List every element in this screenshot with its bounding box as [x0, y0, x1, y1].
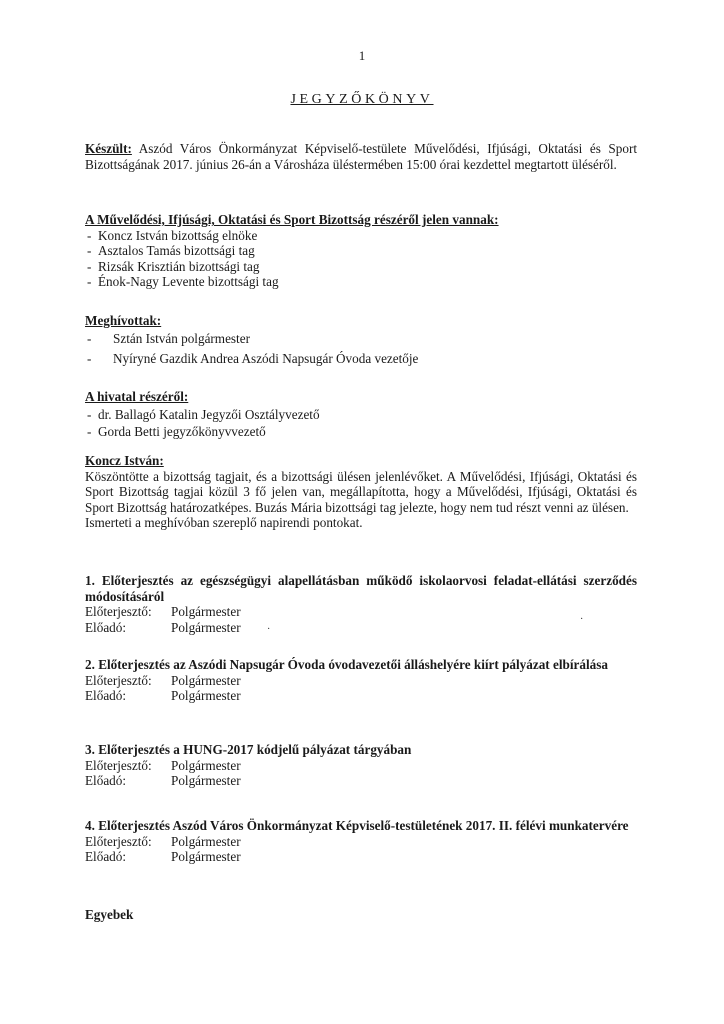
speaker-value: Polgármester [171, 849, 241, 865]
presenter-value: Polgármester [171, 672, 241, 688]
speaker-value: Polgármester [171, 688, 241, 704]
presenter-value: Polgármester [171, 757, 241, 773]
office-list [85, 407, 637, 440]
present-item: - Rizsák Krisztián bizottsági tag [85, 259, 637, 275]
presenter-label: Előterjesztő: [85, 672, 152, 688]
invited-list [85, 331, 637, 367]
agenda-item [85, 573, 637, 635]
speaker-label: Előadó: [85, 849, 127, 865]
intro-paragraph [85, 141, 637, 172]
presenter-value: Polgármester [171, 604, 241, 620]
invited-heading: Meghívottak: [85, 313, 162, 328]
agenda-item [85, 818, 637, 865]
speaker-heading: Koncz István: [85, 453, 164, 468]
present-heading: A Művelődési, Ifjúsági, Oktatási és Sport Bizottság részéről jelen vannak: [85, 212, 499, 227]
office-heading: A hivatal részéről: [85, 389, 189, 404]
agenda-speaker-row [85, 773, 637, 789]
presenter-label: Előterjesztő: [85, 757, 152, 773]
agenda-speaker-row [85, 849, 637, 865]
scan-speck: · [267, 624, 271, 635]
agenda-speaker-row [85, 620, 637, 636]
agenda-presenter-row [85, 758, 637, 774]
speaker-paragraph: Köszöntötte a bizottság tagjait, és a bizottsági ülésen jelenlévőket. A Művelődési, Ifjúsági, Oktatási és Sport Bizottság tagjai közül 3 fő jelen van, megállapította, hogy a Művelődési, Ifjúsági, Oktatási és Sport Bizottság határozatképes. Buzás Mária bizottsági tag jelezte, hogy nem tud részt venni az ülésen. [85, 468, 637, 515]
presenter-value: Polgármester [171, 833, 241, 849]
present-item: - Koncz István bizottság elnöke [85, 228, 637, 244]
presenter-label: Előterjesztő: [85, 833, 152, 849]
presenter-label: Előterjesztő: [85, 604, 152, 620]
speaker-label: Előadó: [85, 619, 127, 635]
agenda-presenter-row [85, 834, 637, 850]
present-list [85, 228, 637, 290]
intro-label: Készült: [85, 141, 132, 156]
agenda-title: 4. Előterjesztés Aszód Város Önkormányzat Képviselő-testületének 2017. II. félévi munkatervére [85, 818, 629, 833]
speaker-section [85, 453, 637, 531]
speaker-label: Előadó: [85, 688, 127, 704]
invited-section [85, 313, 637, 367]
present-item: - Énok-Nagy Levente bizottsági tag [85, 274, 637, 290]
intro-text: Aszód Város Önkormányzat Képviselő-testülete Művelődési, Ifjúsági, Oktatási és Sport Bizottságának 2017. június 26-án a Városháza üléstermében 15:00 órai kezdettel megtartott üléséről. [85, 141, 637, 172]
invited-item: - Sztán István polgármester [85, 331, 637, 347]
agenda-title: 3. Előterjesztés a HUNG-2017 kódjelű pályázat tárgyában [85, 742, 412, 757]
speaker-value: Polgármester [171, 619, 241, 635]
scan-speck: · [580, 614, 584, 625]
agenda-presenter-row [85, 673, 637, 689]
agenda-title: 2. Előterjesztés az Aszódi Napsugár Óvoda óvodavezetői álláshelyére kiírt pályázat elbírálása [85, 657, 608, 672]
present-item: - Asztalos Tamás bizottsági tag [85, 243, 637, 259]
agenda-presenter-row [85, 604, 637, 620]
agenda-title: 1. Előterjesztés az egészségügyi alapellátásban működő iskolaorvosi feladat-ellátási szerződés módosításáról [85, 573, 637, 604]
speaker-line: Ismerteti a meghívóban szereplő napirendi pontokat. [85, 515, 363, 531]
office-section [85, 389, 637, 440]
agenda-item [85, 742, 637, 789]
present-section [85, 212, 637, 290]
agenda-speaker-row [85, 688, 637, 704]
agenda-item [85, 657, 637, 704]
other-heading: Egyebek [85, 907, 134, 922]
document-title: JEGYZŐKÖNYV [290, 92, 434, 107]
office-item: - Gorda Betti jegyzőkönyvvezető [85, 424, 637, 440]
invited-item: - Nyíryné Gazdik Andrea Aszódi Napsugár Óvoda vezetője [85, 351, 637, 367]
speaker-value: Polgármester [171, 773, 241, 789]
page-number: 1 [358, 48, 366, 63]
office-item: - dr. Ballagó Katalin Jegyzői Osztályvezető [85, 407, 637, 423]
speaker-label: Előadó: [85, 773, 127, 789]
